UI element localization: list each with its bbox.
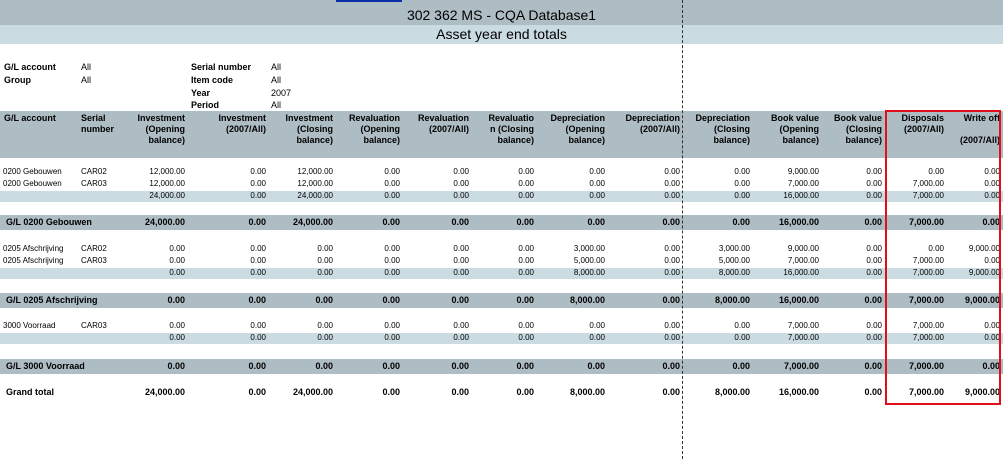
value-cell: 0.00 xyxy=(250,244,266,253)
value-cell: 0.00 xyxy=(315,295,333,305)
value-cell: 8,000.00 xyxy=(714,295,750,305)
param-year-value: 2007 xyxy=(271,88,292,98)
value-cell: 0.00 xyxy=(866,321,882,330)
value-cell: 0.00 xyxy=(453,268,469,277)
serial-cell: CAR03 xyxy=(81,179,107,188)
value-cell: 0.00 xyxy=(866,191,882,200)
value-cell: 3,000.00 xyxy=(718,244,750,253)
report-subtitle xyxy=(0,25,1003,44)
param-item-value: All xyxy=(271,75,282,85)
param-serial-label: Serial number xyxy=(191,62,252,72)
value-cell: 0.00 xyxy=(169,244,185,253)
value-cell: 0.00 xyxy=(451,295,469,305)
value-cell: 0.00 xyxy=(317,244,333,253)
column-header-line: Serial xyxy=(81,113,106,123)
value-cell: 0.00 xyxy=(382,217,400,227)
report-title xyxy=(0,5,1003,25)
column-header xyxy=(122,113,185,146)
value-cell: 7,000.00 xyxy=(912,321,944,330)
column-header-line: balance) xyxy=(845,135,882,145)
column-header-line: Depreciation xyxy=(550,113,605,123)
value-cell: 0.00 xyxy=(866,268,882,277)
value-cell: 0.00 xyxy=(451,361,469,371)
column-header-line: G/L account xyxy=(4,113,56,123)
report-title-text: 302 362 MS - CQA Database1 xyxy=(406,7,597,23)
value-cell: 7,000.00 xyxy=(908,295,944,305)
serial-cell: CAR02 xyxy=(81,167,107,176)
value-cell: 0.00 xyxy=(453,333,469,342)
value-cell: 0.00 xyxy=(167,295,185,305)
column-header-line: (Opening xyxy=(779,124,819,134)
value-cell: 7,000.00 xyxy=(787,321,819,330)
param-group-label: Group xyxy=(4,75,31,85)
column-header-line: (Closing xyxy=(714,124,750,134)
value-cell: 0.00 xyxy=(984,321,1000,330)
value-cell: 0.00 xyxy=(169,333,185,342)
value-cell: 0.00 xyxy=(518,333,534,342)
value-cell: 12,000.00 xyxy=(149,179,185,188)
value-cell: 7,000.00 xyxy=(912,268,944,277)
value-cell: 0.00 xyxy=(984,191,1000,200)
value-cell: 0.00 xyxy=(734,167,750,176)
value-cell: 0.00 xyxy=(382,387,400,397)
highlight-box xyxy=(885,110,1001,405)
column-header-line: Disposals xyxy=(901,113,944,123)
top-accent xyxy=(336,0,402,2)
account-cell: G/L 0205 Afschrijving xyxy=(6,295,98,305)
value-cell: 0.00 xyxy=(518,179,534,188)
column-header-line: n (Closing xyxy=(490,124,534,134)
column-header-line: Depreciation xyxy=(625,113,680,123)
subtotal-row xyxy=(0,268,1003,279)
value-cell: 12,000.00 xyxy=(297,167,333,176)
value-cell: 0.00 xyxy=(516,217,534,227)
value-cell: 16,000.00 xyxy=(778,387,819,397)
value-cell: 0.00 xyxy=(250,167,266,176)
value-cell: 0.00 xyxy=(662,361,680,371)
column-header-line: balance) xyxy=(568,135,605,145)
column-header-line: Revaluation xyxy=(417,113,469,123)
value-cell: 0.00 xyxy=(384,191,400,200)
value-cell: 7,000.00 xyxy=(912,256,944,265)
value-cell: 0.00 xyxy=(518,167,534,176)
value-cell: 0.00 xyxy=(664,179,680,188)
value-cell: 0.00 xyxy=(248,295,266,305)
column-header-line: Revaluation xyxy=(348,113,400,123)
value-cell: 0.00 xyxy=(384,244,400,253)
column-header-line: balance) xyxy=(148,135,185,145)
column-header-line: (Opening xyxy=(145,124,185,134)
value-cell: 0.00 xyxy=(317,256,333,265)
value-cell: 0.00 xyxy=(866,179,882,188)
value-cell: 16,000.00 xyxy=(778,217,819,227)
value-cell: 0.00 xyxy=(866,244,882,253)
value-cell: 7,000.00 xyxy=(787,179,819,188)
value-cell: 0.00 xyxy=(866,333,882,342)
value-cell: 0.00 xyxy=(662,295,680,305)
param-group-value: All xyxy=(81,75,92,85)
column-header xyxy=(680,113,750,146)
value-cell: 0.00 xyxy=(518,321,534,330)
account-cell: 0200 Gebouwen xyxy=(3,167,62,176)
value-cell: 16,000.00 xyxy=(783,268,819,277)
value-cell: 0.00 xyxy=(664,244,680,253)
value-cell: 12,000.00 xyxy=(297,179,333,188)
value-cell: 0.00 xyxy=(167,361,185,371)
subtotal-row xyxy=(0,191,1003,202)
column-header-line: Revaluatio xyxy=(488,113,534,123)
column-header-line: Investment xyxy=(218,113,266,123)
value-cell: 0.00 xyxy=(453,244,469,253)
param-period-label: Period xyxy=(191,100,220,110)
value-cell: 16,000.00 xyxy=(783,191,819,200)
column-header xyxy=(533,113,605,146)
column-header-line: Depreciation xyxy=(695,113,750,123)
value-cell: 9,000.00 xyxy=(787,167,819,176)
account-total-row xyxy=(0,215,1003,230)
value-cell: 0.00 xyxy=(317,268,333,277)
value-cell: 0.00 xyxy=(453,191,469,200)
value-cell: 0.00 xyxy=(984,179,1000,188)
column-header-line: (Closing xyxy=(846,124,882,134)
account-total-row xyxy=(0,293,1003,308)
value-cell: 24,000.00 xyxy=(144,387,185,397)
value-cell: 24,000.00 xyxy=(292,217,333,227)
value-cell: 0.00 xyxy=(587,217,605,227)
column-header-line: Book value xyxy=(833,113,882,123)
value-cell: 0.00 xyxy=(589,179,605,188)
value-cell: 0.00 xyxy=(248,387,266,397)
value-cell: 0.00 xyxy=(982,361,1000,371)
value-cell: 0.00 xyxy=(382,295,400,305)
value-cell: 0.00 xyxy=(864,217,882,227)
value-cell: 0.00 xyxy=(589,167,605,176)
value-cell: 0.00 xyxy=(734,321,750,330)
column-header-line: Write off xyxy=(963,113,1000,123)
value-cell: 7,000.00 xyxy=(912,333,944,342)
value-cell: 24,000.00 xyxy=(144,217,185,227)
value-cell: 0.00 xyxy=(453,321,469,330)
account-cell: 0205 Afschrijving xyxy=(3,244,64,253)
value-cell: 0.00 xyxy=(518,191,534,200)
value-cell: 0.00 xyxy=(384,268,400,277)
column-header xyxy=(752,113,819,146)
value-cell: 0.00 xyxy=(928,167,944,176)
param-gl-account-label: G/L account xyxy=(4,62,56,72)
value-cell: 0.00 xyxy=(982,217,1000,227)
column-header-line: balance) xyxy=(782,135,819,145)
value-cell: 0.00 xyxy=(662,217,680,227)
column-header-line: balance) xyxy=(363,135,400,145)
serial-cell: CAR03 xyxy=(81,321,107,330)
value-cell: 9,000.00 xyxy=(964,387,1000,397)
value-cell: 0.00 xyxy=(384,256,400,265)
account-cell: 3000 Voorraad xyxy=(3,321,56,330)
serial-cell: CAR02 xyxy=(81,244,107,253)
value-cell: 0.00 xyxy=(384,333,400,342)
value-cell: 0.00 xyxy=(984,256,1000,265)
param-item-label: Item code xyxy=(191,75,234,85)
column-header-line: (2007/All) xyxy=(639,124,680,134)
value-cell: 0.00 xyxy=(732,217,750,227)
account-total-row xyxy=(0,359,1003,374)
value-cell: 7,000.00 xyxy=(787,256,819,265)
value-cell: 0.00 xyxy=(250,321,266,330)
column-header-line: balance) xyxy=(497,135,534,145)
value-cell: 5,000.00 xyxy=(718,256,750,265)
value-cell: 0.00 xyxy=(250,268,266,277)
column-header-line: (Opening xyxy=(360,124,400,134)
value-cell: 7,000.00 xyxy=(912,191,944,200)
value-cell: 7,000.00 xyxy=(908,387,944,397)
value-cell: 7,000.00 xyxy=(908,361,944,371)
value-cell: 8,000.00 xyxy=(573,268,605,277)
value-cell: 0.00 xyxy=(453,256,469,265)
value-cell: 0.00 xyxy=(384,321,400,330)
column-header xyxy=(821,113,882,146)
column-header-line: (2007/All) xyxy=(225,124,266,134)
value-cell: 0.00 xyxy=(589,333,605,342)
column-header xyxy=(4,113,56,124)
value-cell: 0.00 xyxy=(315,361,333,371)
column-header xyxy=(608,113,680,135)
value-cell: 0.00 xyxy=(866,167,882,176)
value-cell: 0.00 xyxy=(734,191,750,200)
value-cell: 0.00 xyxy=(864,387,882,397)
value-cell: 7,000.00 xyxy=(787,333,819,342)
param-period-value: All xyxy=(271,100,282,110)
value-cell: 0.00 xyxy=(453,167,469,176)
value-cell: 7,000.00 xyxy=(912,179,944,188)
value-cell: 9,000.00 xyxy=(964,295,1000,305)
value-cell: 0.00 xyxy=(248,361,266,371)
column-header-line: Investment xyxy=(137,113,185,123)
value-cell: 24,000.00 xyxy=(149,191,185,200)
serial-cell: CAR03 xyxy=(81,256,107,265)
column-header-line: Book value xyxy=(770,113,819,123)
account-cell: G/L 3000 Voorraad xyxy=(6,361,85,371)
value-cell: 0.00 xyxy=(589,191,605,200)
param-year-label: Year xyxy=(191,88,211,98)
value-cell: 0.00 xyxy=(250,191,266,200)
value-cell: 0.00 xyxy=(589,321,605,330)
value-cell: 0.00 xyxy=(451,217,469,227)
value-cell: 0.00 xyxy=(928,244,944,253)
value-cell: 0.00 xyxy=(664,191,680,200)
column-header-line: (2007/All) xyxy=(903,124,944,134)
account-cell: 0205 Afschrijving xyxy=(3,256,64,265)
value-cell: 0.00 xyxy=(518,244,534,253)
value-cell: 0.00 xyxy=(984,333,1000,342)
value-cell: 0.00 xyxy=(664,167,680,176)
account-cell: Grand total xyxy=(6,387,55,397)
value-cell: 0.00 xyxy=(384,179,400,188)
value-cell: 0.00 xyxy=(451,387,469,397)
value-cell: 8,000.00 xyxy=(714,387,750,397)
value-cell: 0.00 xyxy=(250,333,266,342)
column-header-line: (2007/All) xyxy=(428,124,469,134)
value-cell: 0.00 xyxy=(317,321,333,330)
value-cell: 0.00 xyxy=(734,333,750,342)
value-cell: 0.00 xyxy=(664,333,680,342)
column-header xyxy=(195,113,266,135)
column-header-line: balance) xyxy=(296,135,333,145)
value-cell: 0.00 xyxy=(664,321,680,330)
column-header-line: (Closing xyxy=(297,124,333,134)
column-header xyxy=(398,113,469,135)
value-cell: 0.00 xyxy=(453,179,469,188)
account-cell: G/L 0200 Gebouwen xyxy=(6,217,92,227)
value-cell: 0.00 xyxy=(248,217,266,227)
value-cell: 0.00 xyxy=(587,361,605,371)
param-serial-value: All xyxy=(271,62,282,72)
value-cell: 0.00 xyxy=(169,256,185,265)
column-header xyxy=(470,113,534,146)
column-header xyxy=(81,113,114,135)
value-cell: 9,000.00 xyxy=(787,244,819,253)
value-cell: 0.00 xyxy=(664,256,680,265)
value-cell: 16,000.00 xyxy=(778,295,819,305)
value-cell: 0.00 xyxy=(516,387,534,397)
value-cell: 0.00 xyxy=(866,256,882,265)
value-cell: 0.00 xyxy=(516,361,534,371)
value-cell: 3,000.00 xyxy=(573,244,605,253)
value-cell: 0.00 xyxy=(732,361,750,371)
value-cell: 0.00 xyxy=(250,256,266,265)
account-cell: 0200 Gebouwen xyxy=(3,179,62,188)
param-gl-account-value: All xyxy=(81,62,92,72)
value-cell: 0.00 xyxy=(169,321,185,330)
value-cell: 0.00 xyxy=(382,361,400,371)
value-cell: 0.00 xyxy=(169,268,185,277)
value-cell: 8,000.00 xyxy=(569,295,605,305)
value-cell: 7,000.00 xyxy=(783,361,819,371)
value-cell: 0.00 xyxy=(734,179,750,188)
value-cell: 0.00 xyxy=(864,295,882,305)
value-cell: 0.00 xyxy=(984,167,1000,176)
page-break-line xyxy=(682,0,683,459)
value-cell: 8,000.00 xyxy=(569,387,605,397)
subtotal-row xyxy=(0,333,1003,344)
value-cell: 0.00 xyxy=(516,295,534,305)
value-cell: 12,000.00 xyxy=(149,167,185,176)
value-cell: 0.00 xyxy=(384,167,400,176)
column-header-line: (Opening xyxy=(565,124,605,134)
column-header-line: Investment xyxy=(285,113,333,123)
value-cell: 0.00 xyxy=(250,179,266,188)
value-cell: 24,000.00 xyxy=(292,387,333,397)
value-cell: 8,000.00 xyxy=(718,268,750,277)
value-cell: 9,000.00 xyxy=(968,244,1000,253)
value-cell: 0.00 xyxy=(864,361,882,371)
value-cell: 0.00 xyxy=(664,268,680,277)
column-header xyxy=(332,113,400,146)
value-cell: 0.00 xyxy=(518,256,534,265)
value-cell: 0.00 xyxy=(317,333,333,342)
column-header-line: (2007/All) xyxy=(959,135,1000,145)
value-cell: 9,000.00 xyxy=(968,268,1000,277)
report-subtitle-text: Asset year end totals xyxy=(436,26,567,42)
value-cell: 0.00 xyxy=(518,268,534,277)
column-header xyxy=(262,113,333,146)
value-cell: 5,000.00 xyxy=(573,256,605,265)
value-cell: 24,000.00 xyxy=(297,191,333,200)
value-cell: 0.00 xyxy=(662,387,680,397)
value-cell: 7,000.00 xyxy=(908,217,944,227)
column-header-line: number xyxy=(81,124,115,134)
column-header-line: balance) xyxy=(713,135,750,145)
